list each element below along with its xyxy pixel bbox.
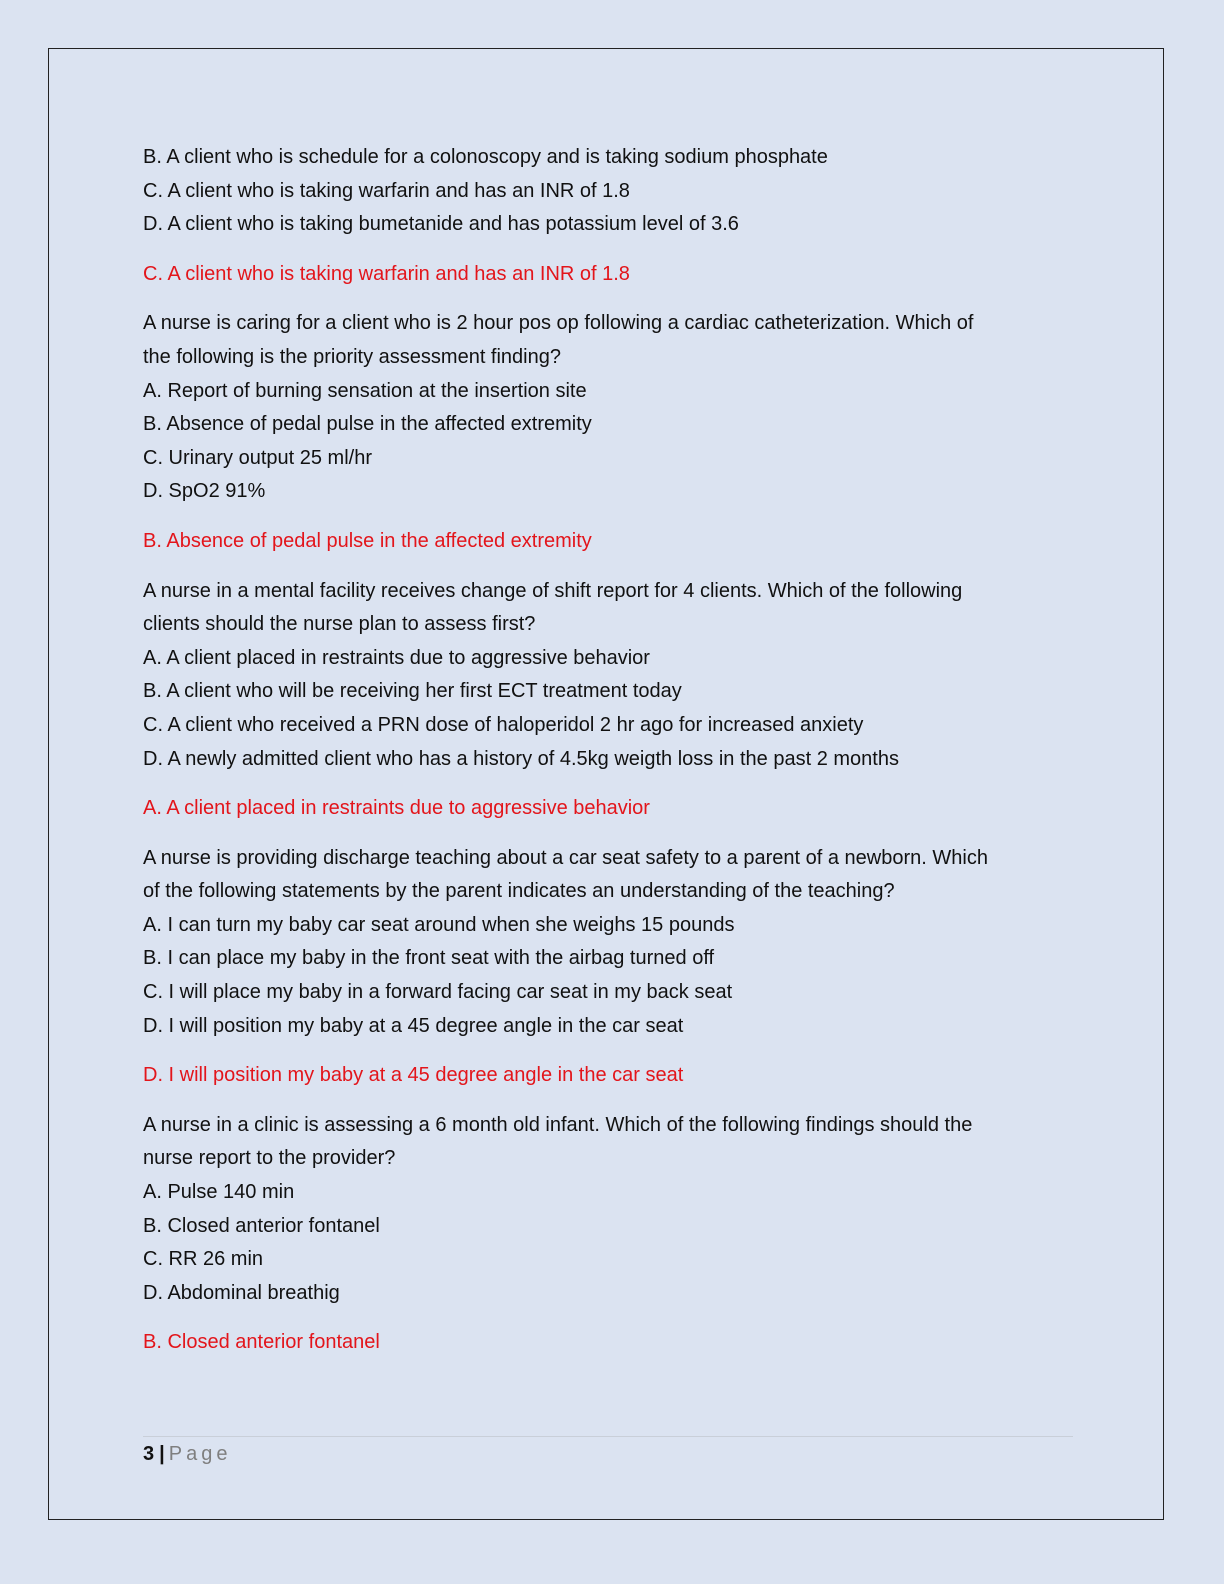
answer-text: D. I will position my baby at a 45 degree angle in the car seat xyxy=(143,1064,684,1087)
option-text: B. I can place my baby in the front seat with the airbag turned off xyxy=(143,947,715,970)
answer-text: B. Closed anterior fontanel xyxy=(143,1331,380,1354)
page-footer xyxy=(143,1439,231,1469)
question-text: A nurse in a mental facility receives change of shift report for 4 clients. Which of the following xyxy=(143,579,963,602)
document-body xyxy=(143,141,1078,1360)
question-block xyxy=(143,842,1078,1109)
question-block xyxy=(143,307,1078,574)
answer-text: A. A client placed in restraints due to aggressive behavior xyxy=(143,797,650,820)
question-text: nurse report to the provider? xyxy=(143,1147,396,1170)
footer-divider xyxy=(143,1436,1073,1437)
option-text: C. A client who is taking warfarin and has an INR of 1.8 xyxy=(143,179,630,202)
question-text: of the following statements by the parent indicates an understanding of the teaching? xyxy=(143,880,895,903)
option-text: A. I can turn my baby car seat around when she weighs 15 pounds xyxy=(143,913,735,936)
question-block xyxy=(143,575,1078,842)
option-text: C. I will place my baby in a forward facing car seat in my back seat xyxy=(143,981,733,1004)
question-text: A nurse in a clinic is assessing a 6 month old infant. Which of the following findings should the xyxy=(143,1113,973,1136)
option-text: D. SpO2 91% xyxy=(143,480,266,503)
page-label: Page xyxy=(168,1443,232,1465)
question-text: clients should the nurse plan to assess first? xyxy=(143,613,536,636)
option-text: C. A client who received a PRN dose of haloperidol 2 hr ago for increased anxiety xyxy=(143,713,864,736)
option-text: A. Report of burning sensation at the insertion site xyxy=(143,379,587,402)
option-text: B. Absence of pedal pulse in the affected extremity xyxy=(143,413,592,436)
option-text: B. A client who is schedule for a colonoscopy and is taking sodium phosphate xyxy=(143,146,828,168)
question-block xyxy=(143,141,1078,307)
option-text: D. I will position my baby at a 45 degree angle in the car seat xyxy=(143,1014,684,1037)
question-text: A nurse is caring for a client who is 2 hour pos op following a cardiac catheterization. Which of xyxy=(143,312,974,335)
question-block xyxy=(143,1109,1078,1360)
question-text: the following is the priority assessment finding? xyxy=(143,345,561,368)
page-number: 3 xyxy=(143,1443,155,1465)
footer-separator: | xyxy=(159,1443,165,1465)
answer-text: B. Absence of pedal pulse in the affected extremity xyxy=(143,529,592,552)
option-text: D. A newly admitted client who has a history of 4.5kg weigth loss in the past 2 months xyxy=(143,747,899,770)
option-text: B. A client who will be receiving her first ECT treatment today xyxy=(143,680,682,703)
answer-text: C. A client who is taking warfarin and has an INR of 1.8 xyxy=(143,262,630,285)
option-text: B. Closed anterior fontanel xyxy=(143,1214,380,1237)
question-text: A nurse is providing discharge teaching about a car seat safety to a parent of a newborn. Which xyxy=(143,846,988,869)
option-text: C. Urinary output 25 ml/hr xyxy=(143,446,372,469)
option-text: D. A client who is taking bumetanide and has potassium level of 3.6 xyxy=(143,213,739,236)
option-text: C. RR 26 min xyxy=(143,1248,264,1271)
option-text: D. Abdominal breathig xyxy=(143,1281,340,1304)
option-text: A. Pulse 140 min xyxy=(143,1181,295,1204)
option-text: A. A client placed in restraints due to aggressive behavior xyxy=(143,646,650,669)
